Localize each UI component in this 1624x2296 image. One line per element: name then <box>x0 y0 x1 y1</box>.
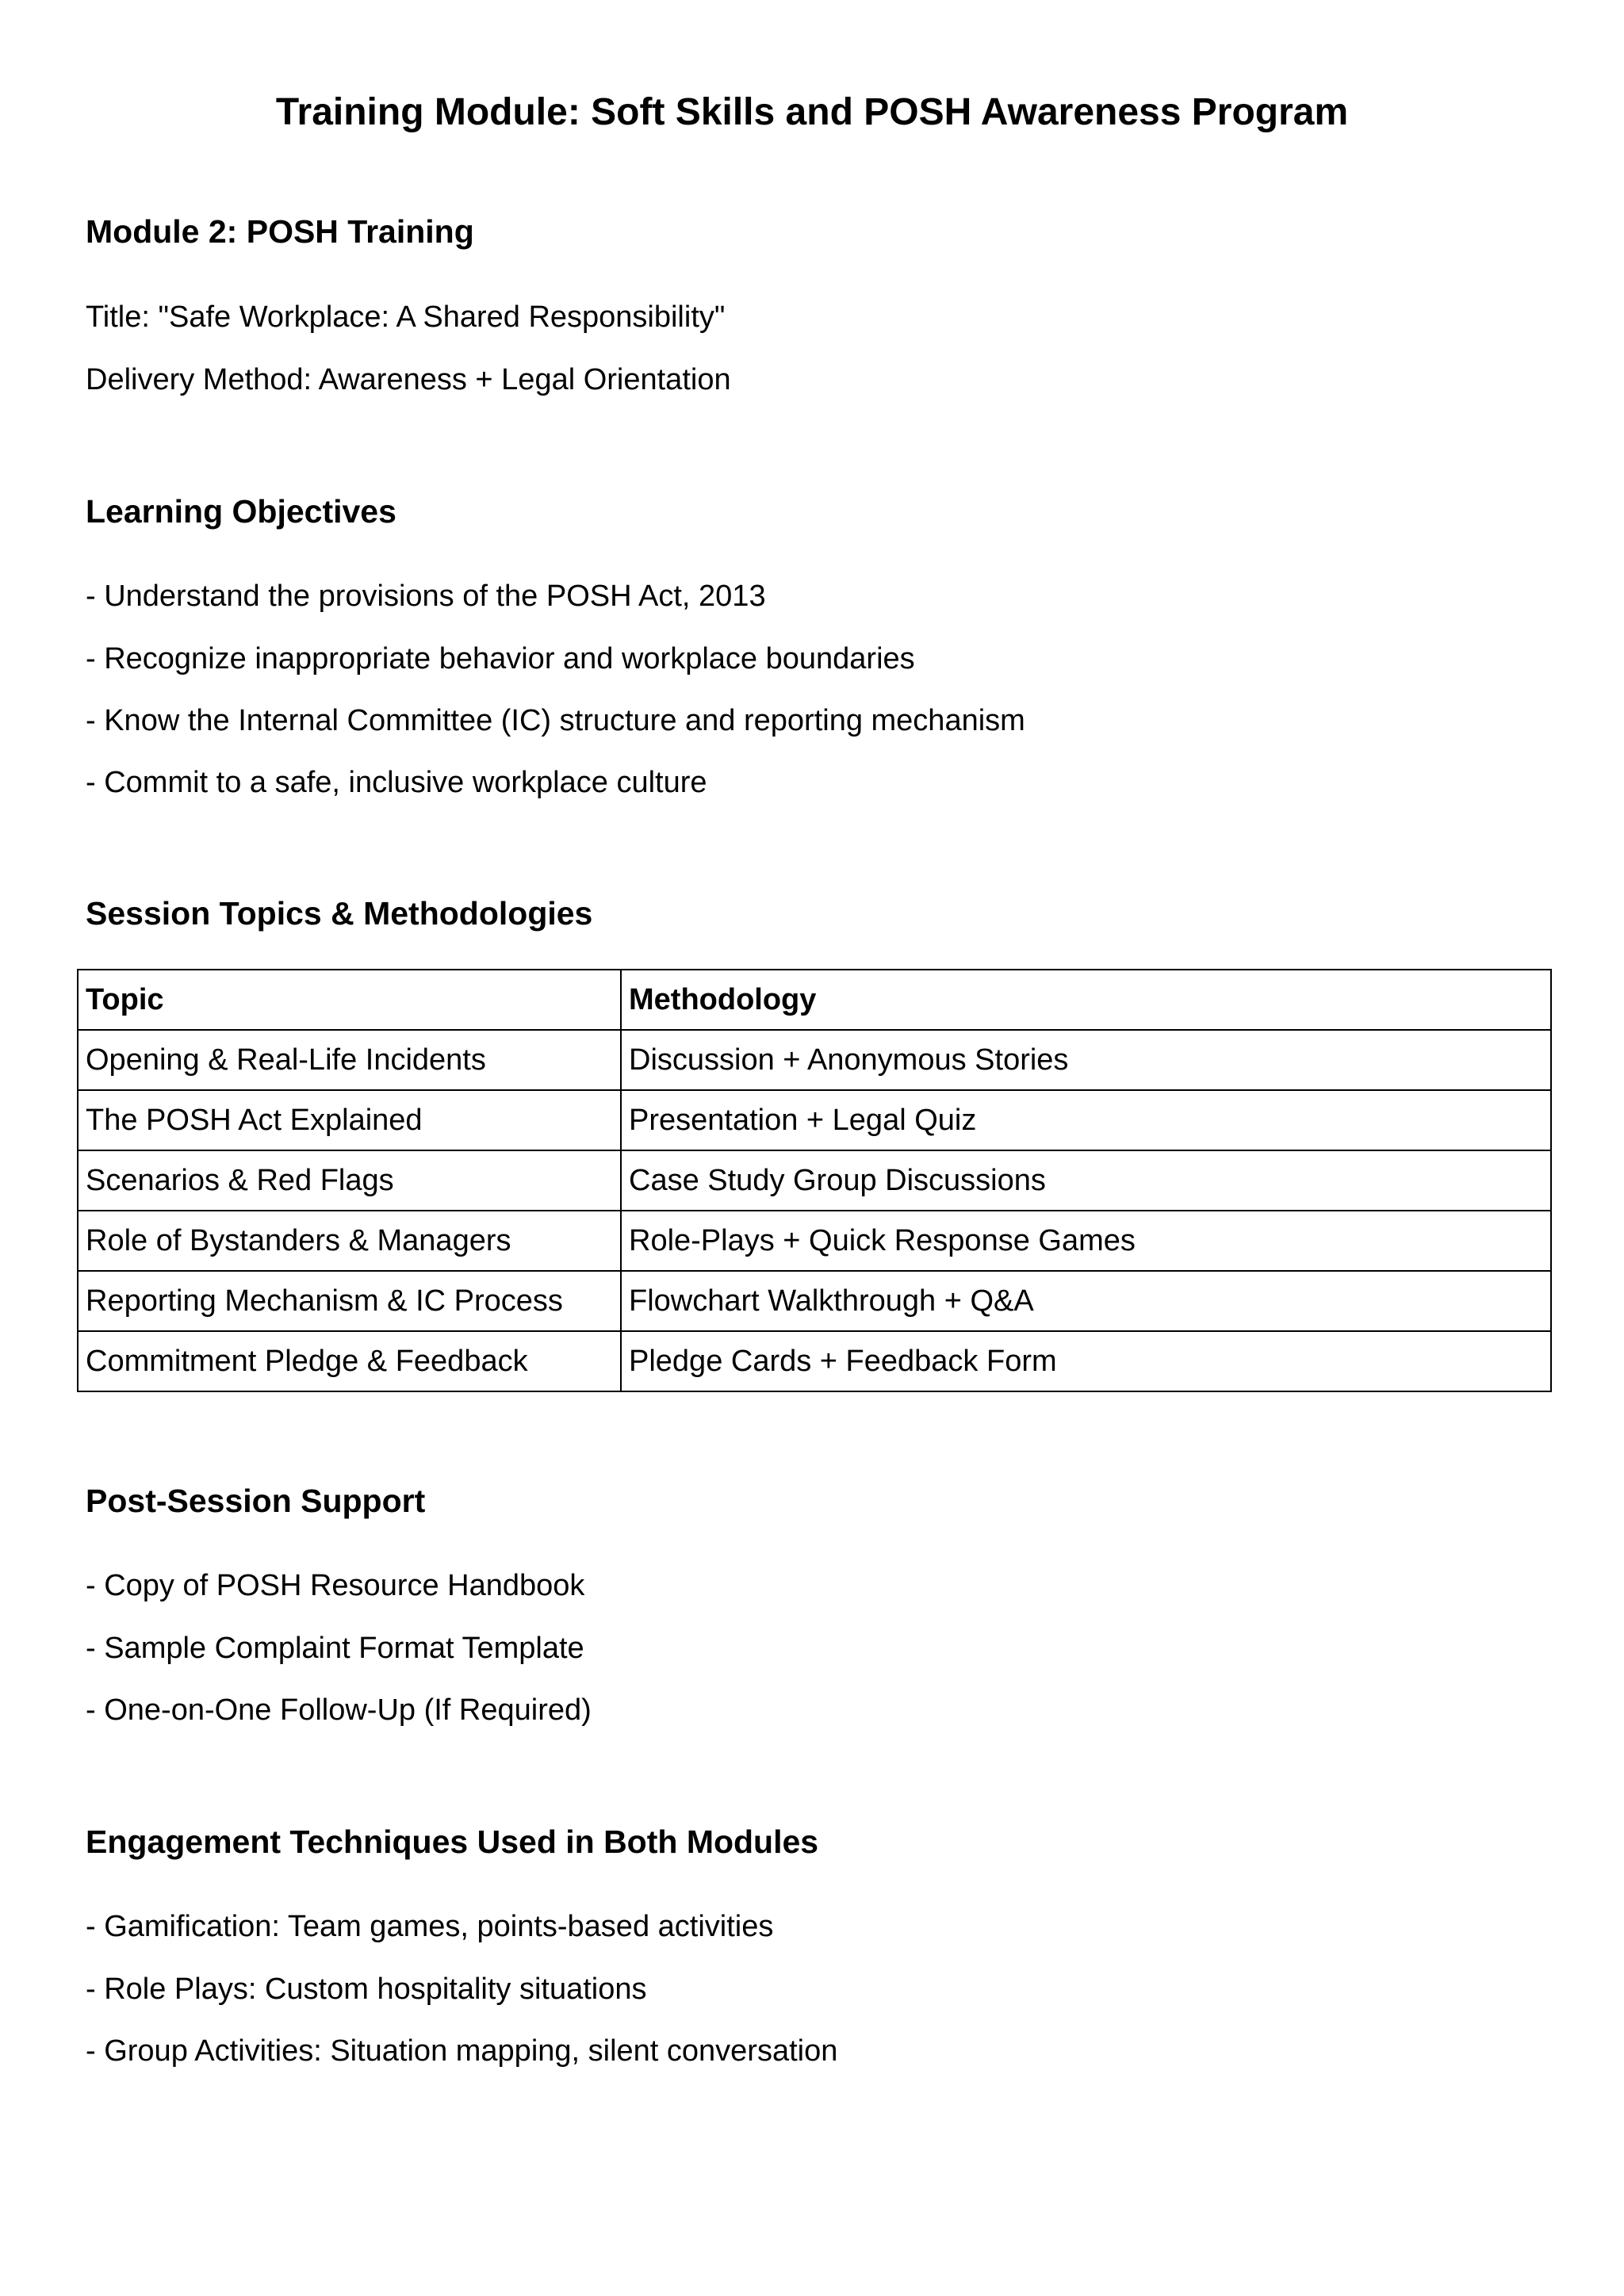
methodology-cell: Flowchart Walkthrough + Q&A <box>621 1271 1551 1331</box>
methodology-cell: Case Study Group Discussions <box>621 1150 1551 1211</box>
table-row <box>78 1030 1551 1090</box>
support-item: - Sample Complaint Format Template <box>86 1632 584 1665</box>
topic-cell: Reporting Mechanism & IC Process <box>78 1271 621 1331</box>
table-row <box>78 1211 1551 1271</box>
column-header-methodology: Methodology <box>621 970 1551 1030</box>
topic-cell: Opening & Real-Life Incidents <box>78 1030 621 1090</box>
post-session-support-heading: Post-Session Support <box>86 1483 426 1519</box>
engagement-techniques-heading: Engagement Techniques Used in Both Modules <box>86 1823 819 1860</box>
table-header-row <box>78 970 1551 1030</box>
column-header-topic: Topic <box>78 970 621 1030</box>
learning-objectives-heading: Learning Objectives <box>86 493 396 530</box>
table-row <box>78 1150 1551 1211</box>
delivery-method-line: Delivery Method: Awareness + Legal Orientation <box>86 363 731 396</box>
methodology-cell: Pledge Cards + Feedback Form <box>621 1331 1551 1391</box>
table-row <box>78 1331 1551 1391</box>
module-title-line: Title: "Safe Workplace: A Shared Responsibility" <box>86 300 726 334</box>
session-topics-heading: Session Topics & Methodologies <box>86 895 593 932</box>
objective-item: - Recognize inappropriate behavior and workplace boundaries <box>86 642 915 675</box>
methodology-cell: Presentation + Legal Quiz <box>621 1090 1551 1150</box>
methodology-cell: Role-Plays + Quick Response Games <box>621 1211 1551 1271</box>
module-heading: Module 2: POSH Training <box>86 213 474 250</box>
topic-cell: The POSH Act Explained <box>78 1090 621 1150</box>
objective-item: - Commit to a safe, inclusive workplace culture <box>86 766 707 799</box>
table-row <box>78 1271 1551 1331</box>
methodology-cell: Discussion + Anonymous Stories <box>621 1030 1551 1090</box>
support-item: - Copy of POSH Resource Handbook <box>86 1569 585 1602</box>
topic-cell: Scenarios & Red Flags <box>78 1150 621 1211</box>
topic-cell: Commitment Pledge & Feedback <box>78 1331 621 1391</box>
table-row <box>78 1090 1551 1150</box>
session-topics-table <box>77 969 1552 1392</box>
objective-item: - Understand the provisions of the POSH Act, 2013 <box>86 580 766 613</box>
topic-cell: Role of Bystanders & Managers <box>78 1211 621 1271</box>
support-item: - One-on-One Follow-Up (If Required) <box>86 1693 592 1727</box>
objective-item: - Know the Internal Committee (IC) structure and reporting mechanism <box>86 704 1025 737</box>
technique-item: - Role Plays: Custom hospitality situations <box>86 1973 647 2006</box>
page-title: Training Module: Soft Skills and POSH Awareness Program <box>275 91 1349 133</box>
technique-item: - Group Activities: Situation mapping, silent conversation <box>86 2034 838 2068</box>
technique-item: - Gamification: Team games, points-based activities <box>86 1910 774 1943</box>
